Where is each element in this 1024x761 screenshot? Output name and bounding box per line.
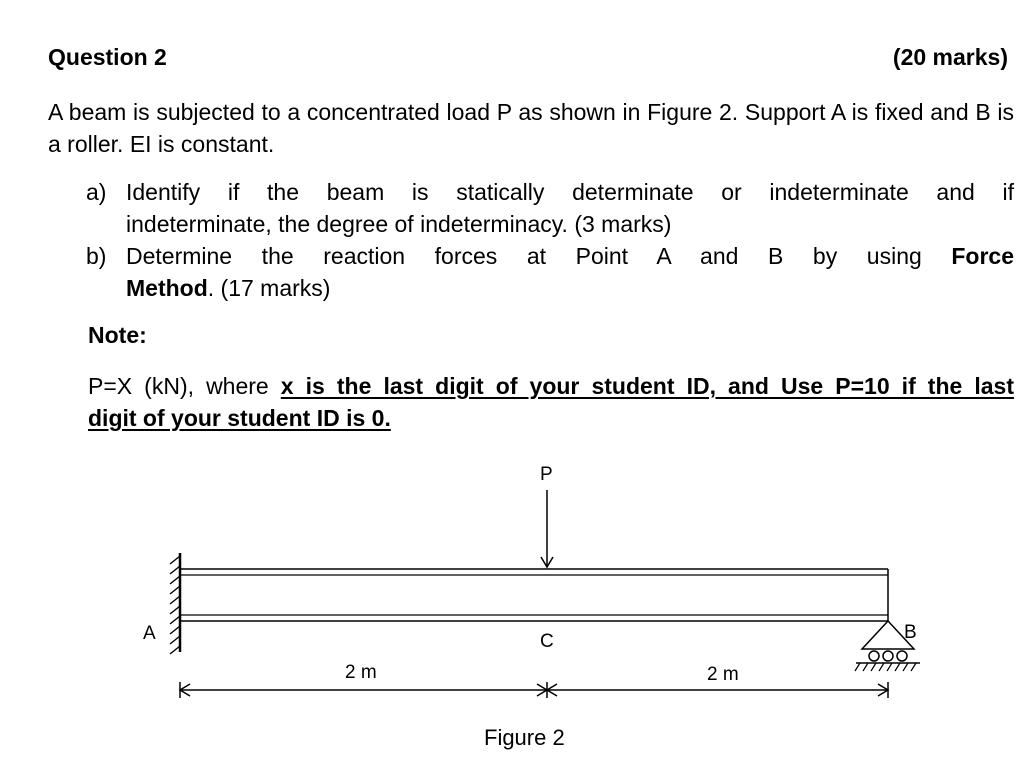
load-arrow-icon <box>541 490 553 567</box>
question-list <box>86 176 1014 304</box>
question-b-text: Determine the reaction forces at Point A and B by using <box>126 243 952 269</box>
beam <box>180 569 888 621</box>
question-label-a: a) <box>86 179 107 205</box>
question-item-b <box>86 240 1014 304</box>
note-line1 <box>88 370 1014 402</box>
question-label-b: b) <box>86 243 107 269</box>
question-b-line2 <box>126 272 1014 304</box>
problem-statement: A beam is subjected to a concentrated load P as shown in Figure 2. Support A is fixed and B is a roller. EI is constant. <box>48 99 1014 157</box>
support-a-label: A <box>143 623 156 644</box>
question-a-line1: Identify if the beam is statically determinate or indeterminate and if <box>126 179 1014 205</box>
note-emphasis-1: x is the last digit of your student ID, and Use P=10 if the last <box>280 373 1014 399</box>
load-p-label: P <box>540 464 553 485</box>
dim-right-label: 2 m <box>707 664 739 685</box>
note-body <box>88 370 1014 434</box>
question-a-line2: indeterminate, the degree of indeterminacy. (3 marks) <box>126 211 672 237</box>
beam-figure <box>0 440 1024 761</box>
note-line2 <box>88 402 1014 434</box>
note-prefix: P=X (kN), where <box>88 373 281 399</box>
figure-caption: Figure 2 <box>484 725 565 750</box>
dimension-line <box>180 682 888 698</box>
question-b-marks: . (17 marks) <box>207 275 331 301</box>
fixed-support-a <box>170 553 180 654</box>
support-b-label: B <box>904 622 917 643</box>
question-title: Question 2 <box>48 44 167 70</box>
note-emphasis-2: digit of your student ID is 0. <box>88 405 391 431</box>
note-title: Note: <box>88 322 147 348</box>
question-marks: (20 marks) <box>892 44 1008 70</box>
point-c-label: C <box>540 631 554 652</box>
question-header <box>48 44 1008 71</box>
question-b-line1 <box>126 240 1014 272</box>
question-item-a <box>86 176 1014 240</box>
question-b-method-bold-2: Method <box>126 275 208 301</box>
question-b-method-bold: Force <box>951 243 1014 269</box>
dim-left-label: 2 m <box>345 662 377 683</box>
